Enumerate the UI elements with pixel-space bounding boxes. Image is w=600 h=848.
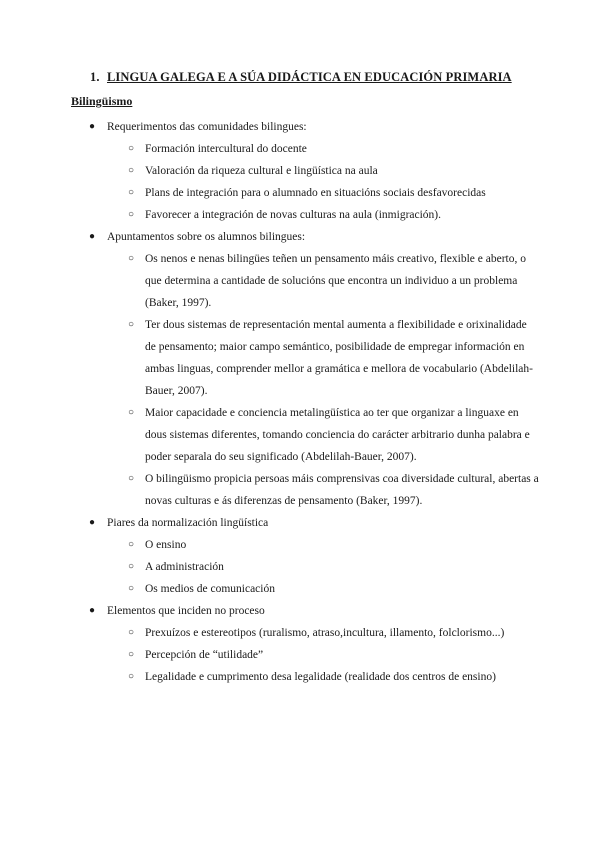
hollow-bullet-icon: ○ (128, 473, 135, 484)
sub-list (0, 622, 600, 688)
sub-item-text: Percepción de “utilidade” (145, 649, 264, 661)
sub-item-text: Valoración da riqueza cultural e lingüística na aula (145, 165, 378, 177)
hollow-bullet-icon: ○ (128, 253, 135, 264)
hollow-bullet-icon: ○ (128, 319, 135, 330)
outline-list (0, 116, 600, 688)
hollow-bullet-icon: ○ (128, 209, 135, 220)
hollow-bullet-icon: ○ (128, 539, 135, 550)
sub-item (0, 468, 600, 512)
hollow-bullet-icon: ○ (128, 671, 135, 682)
sub-item-text: Prexuízos e estereotipos (ruralismo, atraso,incultura, illamento, folclorismo...) (145, 627, 505, 639)
outline-item-label: Elementos que inciden no proceso (107, 605, 265, 617)
sub-item (0, 314, 600, 402)
sub-item-text: Maior capacidade e conciencia metalingüística ao ter que organizar a linguaxe en dous sistemas diferentes, tomando conciencia do carácter arbitrario dunha palabra e poder separala do seu significado (Abdelilah-Bauer, 2007). (145, 407, 530, 463)
filled-bullet-icon: ● (89, 121, 96, 132)
sub-item-text: O ensino (145, 539, 187, 551)
subheading: Bilingüismo (71, 94, 133, 108)
sub-item (0, 248, 600, 314)
filled-bullet-icon: ● (89, 231, 96, 242)
sub-item-text: Os nenos e nenas bilingües teñen un pensamento máis creativo, flexible e aberto, o que determina a cantidade de solucións que encontra un individuo a un problema (Baker, 1997). (145, 253, 526, 309)
sub-item (0, 160, 600, 182)
outline-item (0, 116, 600, 138)
outline-item-label: Requerimentos das comunidades bilingues: (107, 121, 307, 133)
sub-item (0, 644, 600, 666)
sub-list (0, 534, 600, 600)
sub-item (0, 622, 600, 644)
hollow-bullet-icon: ○ (128, 561, 135, 572)
hollow-bullet-icon: ○ (128, 165, 135, 176)
sub-item (0, 402, 600, 468)
sub-item-text: Favorecer a integración de novas culturas na aula (inmigración). (145, 209, 442, 221)
sub-item-text: Os medios de comunicación (145, 583, 275, 595)
sub-list (0, 248, 600, 512)
sub-list (0, 138, 600, 226)
section-title (90, 70, 512, 85)
sub-item (0, 556, 600, 578)
section-number: 1. (90, 70, 100, 84)
hollow-bullet-icon: ○ (128, 583, 135, 594)
section-title-text: LINGUA GALEGA E A SÚA DIDÁCTICA EN EDUCACIÓN PRIMARIA (107, 70, 512, 84)
sub-item (0, 182, 600, 204)
outline-item (0, 600, 600, 622)
sub-item (0, 138, 600, 160)
sub-item (0, 578, 600, 600)
sub-item-text: O bilingüismo propicia persoas máis comprensivas coa diversidade cultural, abertas a novas culturas e ás diferenzas de pensamento (Baker, 1997). (145, 473, 539, 507)
outline-item-label: Piares da normalización lingüística (107, 517, 269, 529)
sub-item (0, 204, 600, 226)
outline-item (0, 226, 600, 248)
hollow-bullet-icon: ○ (128, 187, 135, 198)
hollow-bullet-icon: ○ (128, 143, 135, 154)
sub-item (0, 666, 600, 688)
hollow-bullet-icon: ○ (128, 407, 135, 418)
outline-item-label: Apuntamentos sobre os alumnos bilingues: (107, 231, 306, 243)
hollow-bullet-icon: ○ (128, 627, 135, 638)
sub-item-text: Legalidade e cumprimento desa legalidade (realidade dos centros de ensino) (145, 671, 496, 683)
outline-item (0, 512, 600, 534)
sub-item-text: A administración (145, 561, 224, 573)
sub-item-text: Formación intercultural do docente (145, 143, 307, 155)
hollow-bullet-icon: ○ (128, 649, 135, 660)
sub-item (0, 534, 600, 556)
sub-item-text: Plans de integración para o alumnado en situacións sociais desfavorecidas (145, 187, 486, 199)
filled-bullet-icon: ● (89, 517, 96, 528)
filled-bullet-icon: ● (89, 605, 96, 616)
sub-item-text: Ter dous sistemas de representación mental aumenta a flexibilidade e orixinalidade de pensamento; maior campo semántico, posibilidade de empregar información en ambas linguas, comprender mellor a gramática e mellora de vocabulario (Abdelilah-Bauer, 2007). (145, 319, 533, 397)
